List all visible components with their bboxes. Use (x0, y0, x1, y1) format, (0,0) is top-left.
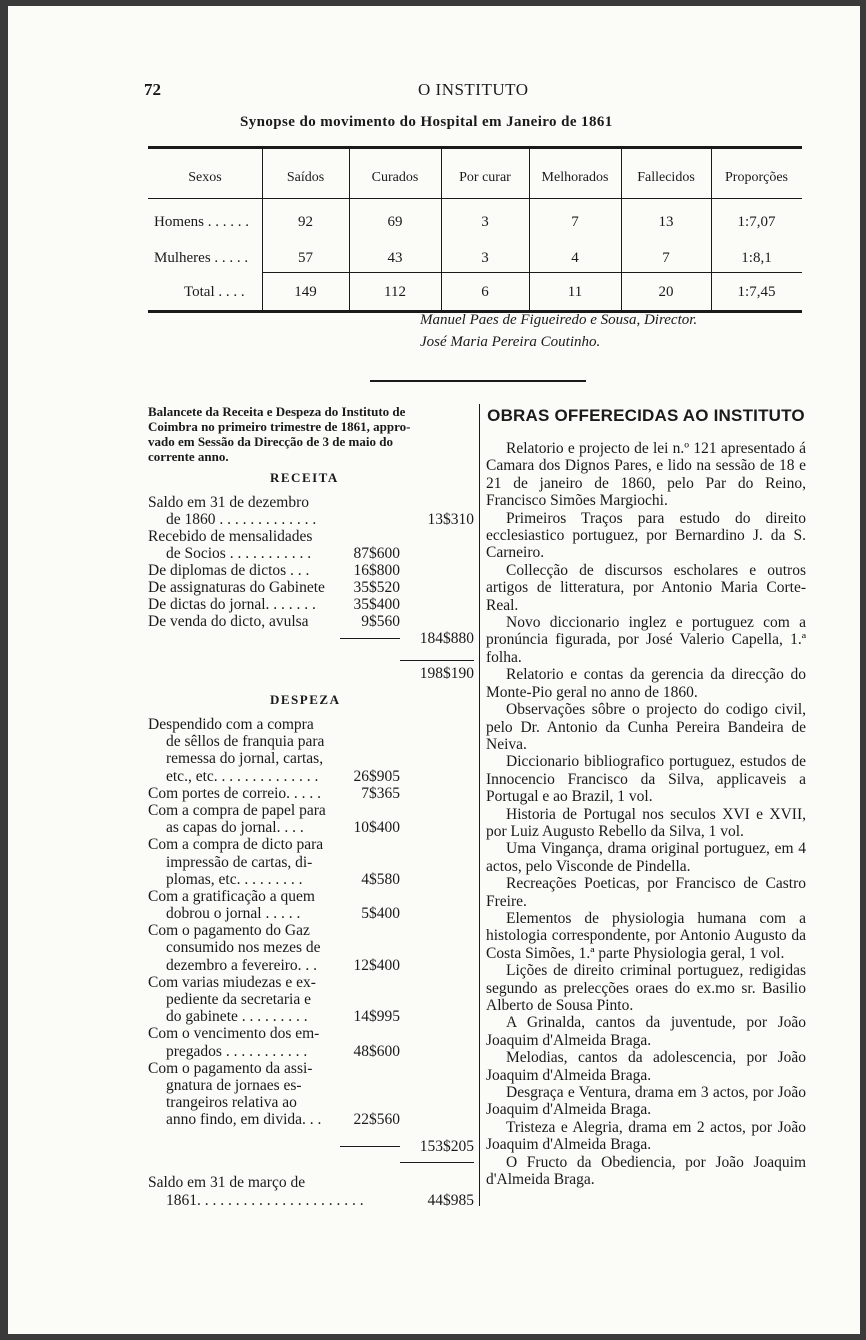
col-header: Curados (371, 170, 419, 185)
despeza-amount: 22$560 (353, 1111, 400, 1129)
despeza-line (148, 802, 474, 819)
despeza-line-text: dobrou o jornal . . . . . (166, 905, 301, 923)
table-cell: 1:8,1 (741, 250, 772, 266)
total-cell: 11 (567, 284, 583, 300)
despeza-line (148, 1025, 474, 1042)
total-cell: 20 (658, 284, 674, 300)
despeza-line (148, 716, 474, 733)
despeza-line (148, 1077, 474, 1094)
obras-entry: Relatorio e contas da gerencia da direcção do Monte-Pio geral no anno de 1860. (486, 666, 806, 701)
despeza-line (148, 922, 474, 939)
table-cell: 7 (571, 214, 579, 230)
despeza-line (148, 957, 474, 974)
despeza-line-text: plomas, etc. . . . . . . . . (166, 870, 303, 888)
running-head: O INSTITUTO (418, 80, 529, 99)
table-cell: 43 (387, 250, 403, 266)
receita-line-text: De venda do dicto, avulsa (148, 613, 309, 630)
despeza-line-text: etc., etc. . . . . . . . . . . . . . (166, 767, 319, 785)
row-label: Mulheres . . . . . (154, 250, 249, 266)
row-label: Homens . . . . . . (154, 214, 249, 230)
table-cell: 3 (481, 214, 489, 230)
despeza-lines (148, 716, 474, 1129)
receita-amount: 13$310 (427, 511, 474, 528)
despeza-total: 153$205 (419, 1138, 474, 1155)
receita-line (148, 494, 474, 511)
despeza-line (148, 991, 474, 1008)
despeza-line-text: Com varias miudezas e ex- (148, 973, 316, 991)
obras-entry: Historia de Portugal nos seculos XVI e XVII, por Luiz Augusto Rebello da Silva, 1 vol. (486, 805, 806, 840)
receita-title: RECEITA (270, 470, 339, 485)
obras-entry: Desgraça e Ventura, drama em 3 actos, por João Joaquim d'Almeida Braga. (486, 1084, 806, 1119)
total-cell: 6 (481, 284, 489, 300)
receita-line-text: Recebido de mensalidades (148, 528, 313, 545)
despeza-line-text: anno findo, em divida. . . (166, 1111, 322, 1129)
col-header: Proporções (725, 170, 788, 185)
receita-line (148, 613, 474, 630)
despeza-line-text: Com o pagamento da assi- (148, 1059, 313, 1077)
table-cell: 1:7,07 (737, 214, 776, 230)
despeza-line-text: Com o vencimento dos em- (148, 1025, 320, 1043)
receita-sum-rule (340, 638, 400, 639)
despeza-amount: 5$400 (361, 905, 400, 923)
obras-entry: Recreações Poeticas, por Francisco de Castro Freire. (486, 875, 806, 910)
despeza-amount: 7$365 (361, 784, 400, 802)
obras-entry: Diccionario bibliografico portuguez, estudos de Innocencio Francisco da Silva, applicaveis a Portugal e ao Brazil, 1 vol. (486, 753, 806, 806)
obras-list (486, 440, 806, 1188)
despeza-line-text: consumido nos mezes de (166, 939, 321, 957)
table-cell: 57 (298, 250, 313, 266)
col-header: Fallecidos (637, 170, 695, 185)
receita-line-text: de Socios . . . . . . . . . . . (166, 545, 312, 562)
obras-entry: Primeiros Traços para estudo do direito ecclesiastico portuguez, por Bernardino J. da S. Carneiro. (486, 509, 806, 562)
balancete-heading-line: Coimbra no primeiro trimestre de 1861, appro- (148, 419, 411, 434)
obras-entry: Tristeza e Alegria, drama em 2 actos, por João Joaquim d'Almeida Braga. (486, 1118, 806, 1154)
receita-line (148, 579, 474, 596)
despeza-line (148, 1060, 474, 1077)
despeza-line (148, 836, 474, 853)
despeza-line (148, 768, 474, 785)
obras-entry: Lições de direito criminal portuguez, redigidas segundo as prelecções oraes do ex.mo sr. Basilio Alberto de Sousa Pinto. (486, 962, 806, 1014)
despeza-line (148, 1094, 474, 1111)
despeza-line-text: remessa do jornal, cartas, (166, 750, 324, 768)
obras-entry: Uma Vingança, drama original portuguez, em 4 actos, pelo Visconde de Pindella. (486, 840, 806, 875)
obras-entry: O Fructo da Obediencia, por João Joaquim d'Almeida Braga. (486, 1153, 806, 1189)
table-cell: 7 (662, 250, 670, 266)
despeza-line-text: Com a compra de dicto para (148, 836, 324, 854)
despeza-line (148, 785, 474, 802)
total-cell: 1:7,45 (737, 284, 776, 300)
receita-line-text: De assignaturas do Gabinete (148, 579, 325, 596)
obras-entry: Elementos de physiologia humana com a histologia correspondente, por Antonio Augusto da Costa Simões, 1.ª parte Physiologia geral, 1 vol. (486, 909, 806, 962)
receita-line-text: de 1860 . . . . . . . . . . . . . (166, 511, 317, 528)
table-cell: 13 (658, 214, 674, 230)
despeza-line-text: pediente da secretaria e (166, 991, 312, 1008)
saldo-line: Saldo em 31 de março de (148, 1174, 306, 1191)
despeza-line-text: Com a gratificação a quem (148, 887, 315, 905)
page (8, 6, 860, 1334)
despeza-line (148, 1043, 474, 1060)
obras-entry: Observações sôbre o projecto do codigo civil, pelo Dr. Antonio da Cunha Pereira Bandeira de Neiva. (486, 701, 806, 753)
receita-amount: 35$520 (353, 579, 400, 596)
receita-line (148, 596, 474, 613)
despeza-amount: 26$905 (353, 767, 400, 785)
despeza-line (148, 871, 474, 888)
signature-coutinho: José Maria Pereira Coutinho. (420, 334, 601, 350)
receita-line-text: De diplomas de dictos . . . (148, 562, 310, 579)
despeza-line-text: gnatura de jornaes es- (166, 1076, 302, 1094)
receita-total: 198$190 (419, 665, 474, 682)
table-cell: 92 (298, 214, 313, 230)
table-cell: 69 (387, 214, 403, 230)
col-header: Melhorados (541, 170, 609, 185)
receita-line (148, 511, 474, 528)
table-cell: 4 (571, 250, 579, 266)
despeza-line-text: Despendido com a compra (148, 716, 314, 733)
despeza-line (148, 974, 474, 991)
despeza-line (148, 1111, 474, 1128)
despeza-line-text: Com o pagamento do Gaz (148, 922, 310, 940)
total-label: Total . . . . (184, 284, 245, 300)
despeza-line-text: dezembro a fevereiro. . . (166, 956, 318, 974)
despeza-line (148, 750, 474, 767)
col-header: Sexos (188, 170, 222, 185)
despeza-total-rule (400, 1162, 474, 1163)
table-cell: 3 (481, 250, 489, 266)
table-rule-total (262, 272, 802, 273)
obras-entry: Relatorio e projecto de lei n.º 121 apresentado á Camara dos Dignos Pares, e lido na sessão de 18 e 21 de janeiro de 1860, pelo Par do Reino, Francisco Simões Margiochi. (486, 440, 806, 510)
col-header: Por curar (459, 170, 511, 185)
receita-amount: 35$400 (353, 596, 400, 613)
receita-subtotal: 184$880 (419, 630, 474, 647)
col-header: Saídos (286, 170, 325, 185)
obras-entry: Collecção de discursos escholares e outros artigos de litteratura, por Antonio Maria Corte-Real. (486, 561, 806, 614)
despeza-line-text: as capas do jornal. . . . (166, 819, 304, 837)
hospital-table (148, 146, 802, 316)
despeza-amount: 12$400 (353, 956, 400, 974)
obras-entry: Novo diccionario inglez e portuguez com a pronúncia figurada, por José Valerio Capella, 1.ª folha. (486, 614, 806, 666)
signature-director: Manuel Paes de Figueiredo e Sousa, Director. (420, 312, 698, 328)
receita-amount: 16$800 (353, 562, 400, 579)
receita-line (148, 545, 474, 562)
receita-line (148, 528, 474, 545)
despeza-title: DESPEZA (270, 692, 341, 707)
despeza-line-text: de sêllos de franquia para (166, 733, 325, 751)
despeza-line (148, 905, 474, 922)
total-cell: 149 (294, 284, 317, 300)
obras-title: OBRAS OFFERECIDAS AO INSTITUTO (487, 406, 805, 425)
balancete-heading-line: Balancete da Receita e Despeza do Instituto de (148, 404, 406, 419)
despeza-amount: 14$995 (353, 1008, 400, 1026)
section-divider (370, 380, 586, 382)
despeza-amount: 4$580 (361, 870, 400, 888)
hospital-table-title: Synopse do movimento do Hospital em Janeiro de 1861 (240, 114, 613, 130)
despeza-line-text: Com a compra de papel para (148, 801, 326, 819)
despeza-line (148, 854, 474, 871)
receita-amount: 87$600 (353, 545, 400, 562)
receita-line-text: Saldo em 31 de dezembro (148, 494, 309, 511)
obras-entry: A Grinalda, cantos da juventude, por João Joaquim d'Almeida Braga. (486, 1014, 806, 1049)
despeza-line (148, 888, 474, 905)
despeza-line-text: impressão de cartas, di- (166, 853, 313, 871)
receita-total-rule (400, 660, 474, 661)
despeza-line-text: do gabinete . . . . . . . . . (166, 1008, 308, 1026)
despeza-line-text: trangeiros relativa ao (166, 1094, 297, 1112)
receita-amount: 9$560 (361, 613, 400, 630)
obras-entry: Melodias, cantos da adolescencia, por João Joaquim d'Almeida Braga. (486, 1049, 806, 1084)
table-rule-header (148, 198, 802, 199)
despeza-line (148, 939, 474, 956)
saldo-line: 1861. . . . . . . . . . . . . . . . . . . . . . (166, 1192, 364, 1209)
page-number: 72 (144, 80, 161, 99)
balancete-heading-line: corrente anno. (148, 449, 229, 464)
receita-line (148, 562, 474, 579)
balancete-heading (148, 404, 470, 464)
total-cell: 112 (384, 284, 406, 300)
despeza-line (148, 1008, 474, 1025)
despeza-sum-rule (340, 1146, 400, 1147)
despeza-amount: 48$600 (353, 1042, 400, 1060)
receita-line-text: De dictas do jornal. . . . . . . (148, 596, 316, 613)
table-rule-top (148, 146, 802, 149)
despeza-line (148, 733, 474, 750)
receita-lines (148, 494, 474, 630)
saldo-amount: 44$985 (427, 1192, 474, 1209)
despeza-amount: 10$400 (353, 819, 400, 837)
despeza-line-text: pregados . . . . . . . . . . . (166, 1042, 308, 1060)
despeza-line-text: Com portes de correio. . . . . (148, 784, 322, 802)
column-separator (479, 404, 480, 1206)
balancete-heading-line: vado em Sessão da Direcção de 3 de maio do (148, 434, 393, 449)
despeza-line (148, 819, 474, 836)
